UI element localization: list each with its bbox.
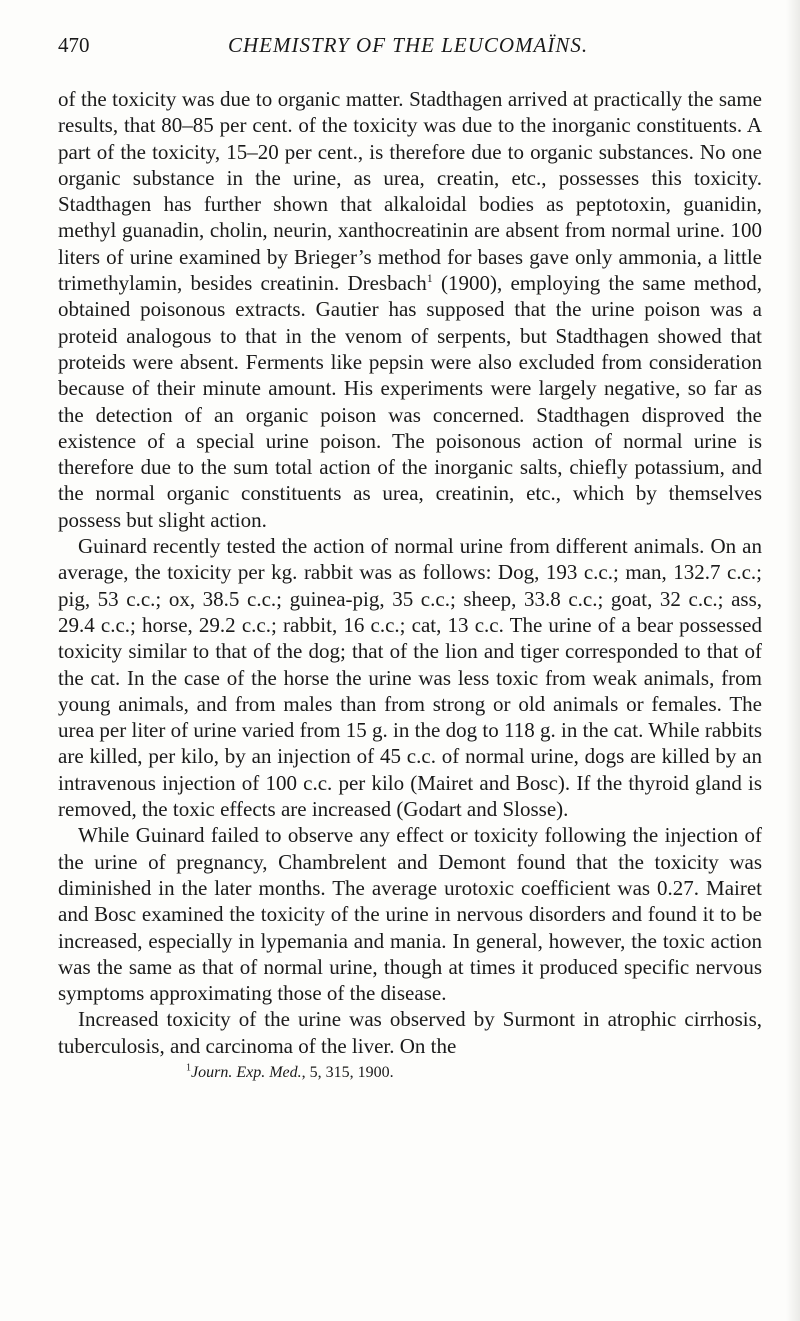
paragraph-1 bbox=[58, 86, 762, 533]
page-number: 470 bbox=[58, 33, 90, 57]
paragraph-4: Increased toxicity of the urine was observed by Surmont in atrophic cirrhosis, tuberculosis, and carcinoma of the liver. On the bbox=[58, 1007, 762, 1058]
running-title: CHEMISTRY OF THE LEUCOMAÏNS. bbox=[228, 33, 589, 57]
paragraph-3: While Guinard failed to observe any effect or toxicity following the injection of the urine of pregnancy, Chambrelent and Demont found that the toxicity was diminished in the later months. The average urotoxic coefficient was 0.27. Mairet and Bosc examined the toxicity of the urine in nervous disorders and found it to be increased, especially in lypemania and mania. In general, however, the toxic action was the same as that of normal urine, though at times it produced specific nervous symptoms approximating those of the disease. bbox=[58, 823, 762, 1006]
book-page bbox=[58, 28, 762, 1083]
footnote-mark: 1 bbox=[186, 1062, 191, 1074]
footnote-reference: 1 bbox=[426, 271, 433, 286]
footnote-journal: Journ. Exp. Med. bbox=[191, 1063, 302, 1081]
page-edge-shadow bbox=[786, 0, 800, 1321]
paragraph-1-text-a: of the toxicity was due to organic matter. Stadthagen arrived at practically the same results, that 80–85 per cent. of the toxicity was due to the inorganic constituents. A part of the toxicity, 15–20 per cent., is therefore due to organic substances. No one organic substance in the urine, as urea, creatin, etc., possesses this toxicity. Stadthagen has further shown that alkaloidal bodies as peptotoxin, guanidin, methyl guanadin, cholin, neurin, xanthocreatinin are absent from normal urine. 100 liters of urine examined by Brieger’s method for bases gave only ammonia, a little trimethylamin, besides creatinin. Dresbach bbox=[58, 87, 762, 296]
footnote-citation: , 5, 315, 1900. bbox=[301, 1063, 394, 1081]
page-header bbox=[58, 28, 762, 62]
body-text bbox=[58, 86, 762, 1059]
paragraph-2: Guinard recently tested the action of normal urine from different animals. On an average, the toxicity per kg. rabbit was as follows: Dog, 193 c.c.; man, 132.7 c.c.; pig, 53 c.c.; ox, 38.5 c.c.; guinea-pig, 35 c.c.; sheep, 33.8 c.c.; goat, 32 c.c.; ass, 29.4 c.c.; horse, 29.2 c.c.; rabbit, 16 c.c.; cat, 13 c.c. The urine of a bear possessed toxicity similar to that of the dog; that of the lion and tiger corresponded to that of the cat. In the case of the horse the urine was less toxic from weak animals, from young animals, and from males than from strong or old animals or females. The urea per liter of urine varied from 15 g. in the dog to 118 g. in the cat. While rabbits are killed, per kilo, by an injection of 45 c.c. of normal urine, dogs are killed by an intravenous injection of 100 c.c. per kilo (Mairet and Bosc). If the thyroid gland is removed, the toxic effects are increased (Godart and Slosse). bbox=[58, 534, 762, 822]
footnote bbox=[58, 1063, 762, 1083]
paragraph-1-text-b: (1900), employing the same method, obtained poisonous extracts. Gautier has supposed that the urine poison was a proteid analogous to that in the venom of serpents, but Stadthagen showed that proteids were absent. Ferments like pepsin were also excluded from consideration because of their minute amount. His experiments were largely negative, so far as the detection of an organic poison was concerned. Stadthagen disproved the existence of a special urine poison. The poisonous action of normal urine is therefore due to the sum total action of the inorganic salts, chiefly potassium, and the normal organic constituents as urea, creatinin, etc., which by themselves possess but slight action. bbox=[58, 271, 762, 532]
